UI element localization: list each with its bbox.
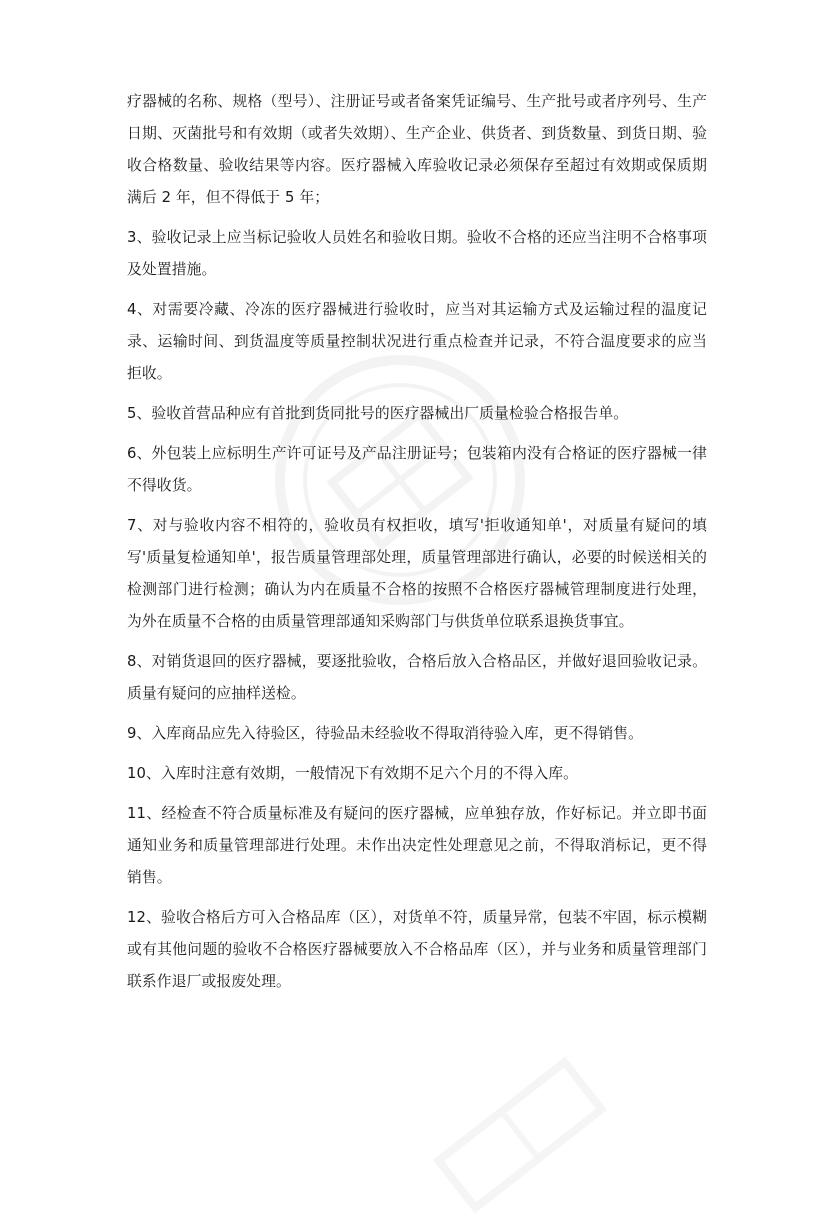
- paragraph-item-10: 10、入库时注意有效期，一般情况下有效期不足六个月的不得入库。: [127, 765, 579, 782]
- paragraph-item-8: 8、对销货退回的医疗器械，要逐批验收，合格后放入合格品区，并做好退回验收记录。质量有疑问的应抽样送检。: [127, 653, 707, 702]
- paragraph-item-3: 3、验收记录上应当标记验收人员姓名和验收日期。验收不合格的还应当注明不合格事项及处置措施。: [127, 229, 707, 278]
- paragraph-item-11: 11、经检查不符合质量标准及有疑问的医疗器械，应单独存放，作好标记。并立即书面通知业务和质量管理部进行处理。未作出决定性处理意见之前，不得取消标记，更不得销售。: [127, 805, 707, 886]
- paragraph-item-7: 7、对与验收内容不相符的，验收员有权拒收，填写'拒收通知单'，对质量有疑问的填写'质量复检通知单'，报告质量管理部处理，质量管理部进行确认，必要的时候送相关的检测部门进行检测；确认为内在质量不合格的按照不合格医疗器械管理制度进行处理，为外在质量不合格的由质量管理部通知采购部门与供货单位联系退换货事宜。: [127, 517, 707, 630]
- paragraph-item-5: 5、验收首营品种应有首批到货同批号的医疗器械出厂质量检验合格报告单。: [127, 405, 629, 422]
- paragraph-item-9: 9、入库商品应先入待验区，待验品未经验收不得取消待验入库，更不得销售。: [127, 725, 644, 742]
- document-body: [127, 86, 707, 1006]
- paragraph-item-12: 12、验收合格后方可入合格品库（区），对货单不符，质量异常，包装不牢固，标示模糊或有其他问题的验收不合格医疗器械要放入不合格品库（区），并与业务和质量管理部门联系作退厂或报废处理。: [127, 909, 707, 990]
- paragraph-item-6: 6、外包装上应标明生产许可证号及产品注册证号；包装箱内没有合格证的医疗器械一律不得收货。: [127, 445, 707, 494]
- paragraph-continued: 疗器械的名称、规格（型号）、注册证号或者备案凭证编号、生产批号或者序列号、生产日期、灭菌批号和有效期（或者失效期）、生产企业、供货者、到货数量、到货日期、验收合格数量、验收结果等内容。医疗器械入库验收记录必须保存至超过有效期或保质期满后 2 年，但不得低于 5 年；: [127, 93, 707, 206]
- paragraph-item-4: 4、对需要冷藏、冷冻的医疗器械进行验收时，应当对其运输方式及运输过程的温度记录、运输时间、到货温度等质量控制状况进行重点检查并记录，不符合温度要求的应当拒收。: [127, 301, 707, 382]
- watermark-fragment-icon: [413, 1038, 626, 1232]
